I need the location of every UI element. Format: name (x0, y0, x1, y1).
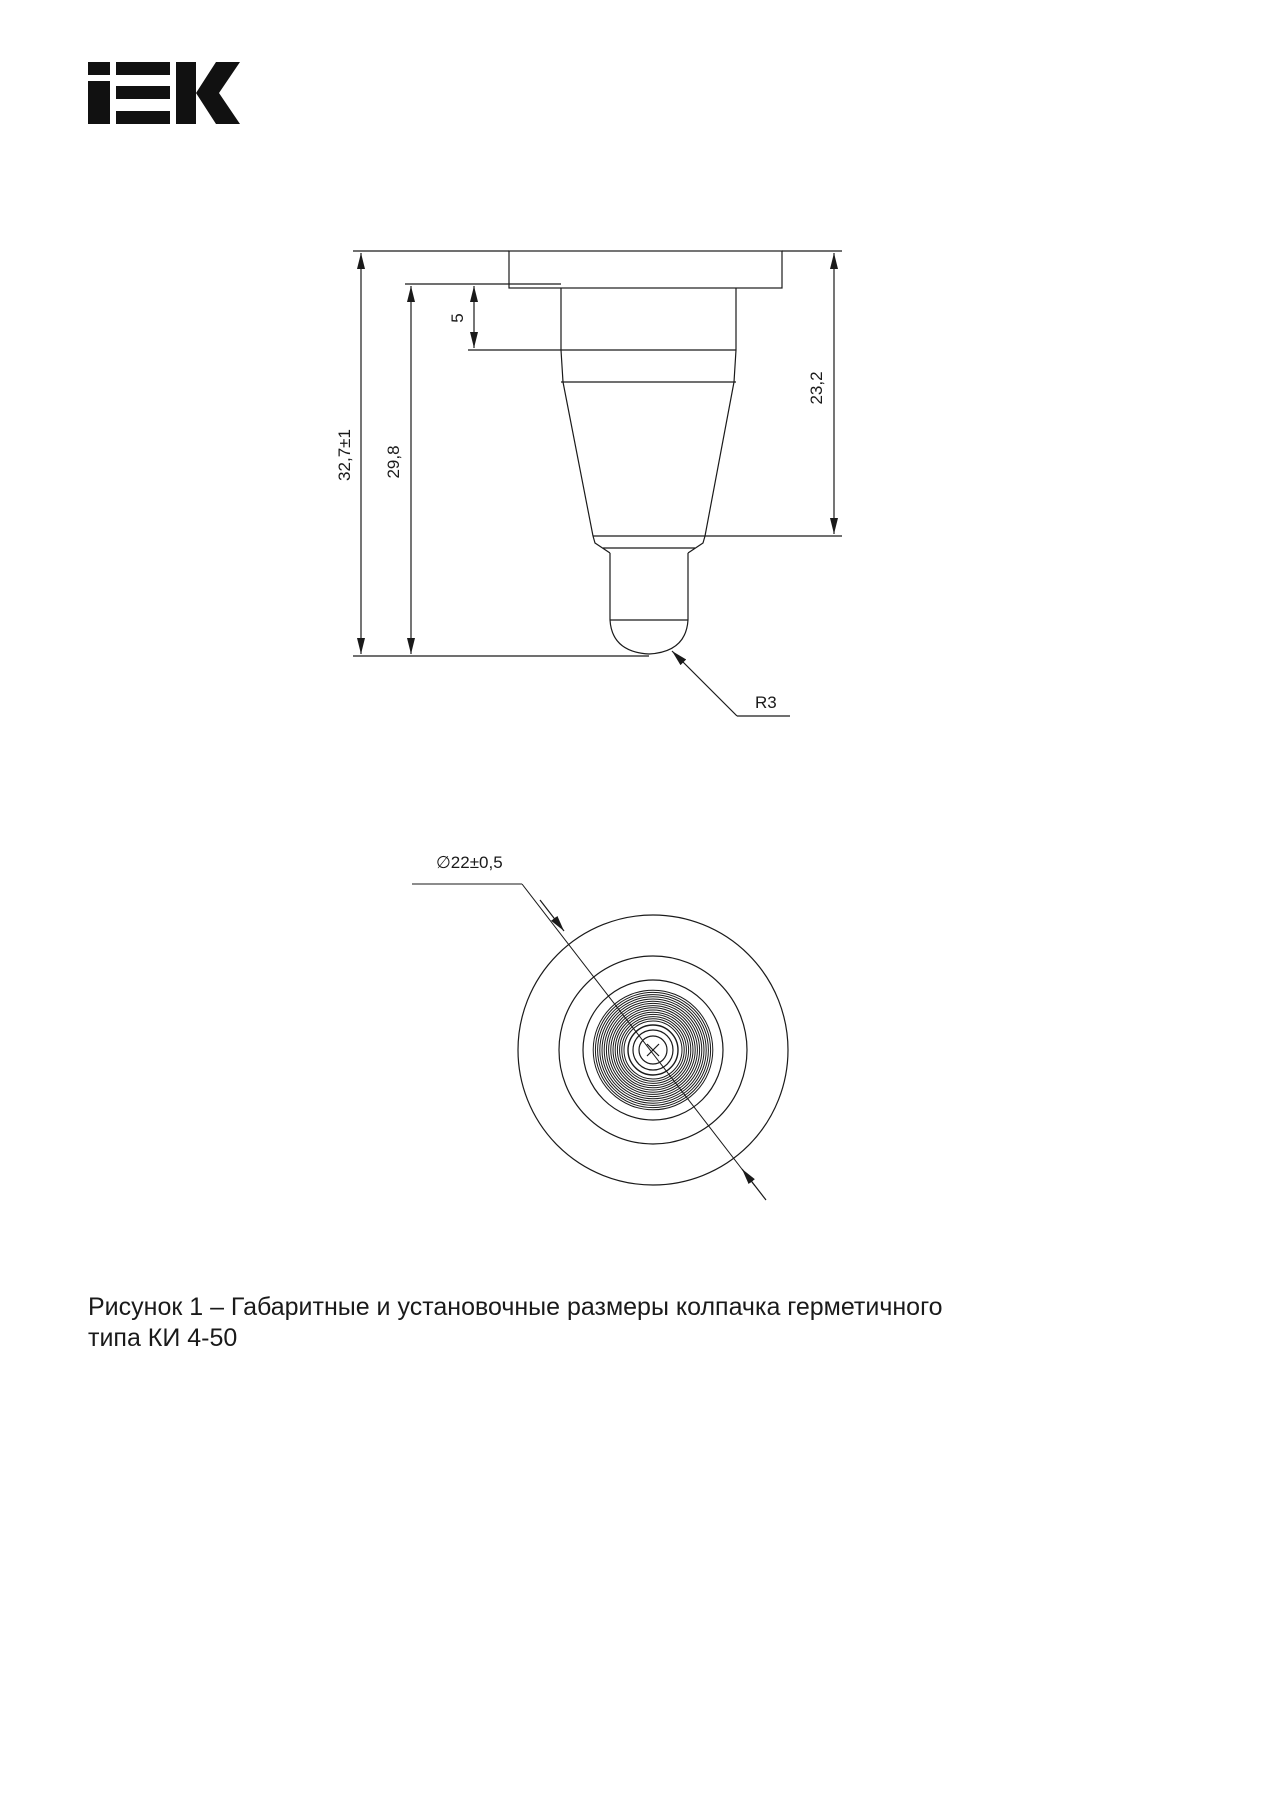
caption-line-1: Рисунок 1 – Габаритные и установочные размеры колпачка герметичного (88, 1293, 943, 1321)
cap-flange (509, 251, 782, 288)
cap-tip (610, 553, 688, 654)
dim-line-diameter (522, 884, 755, 1186)
figure-caption (88, 1292, 1208, 1354)
dim-diameter-label: ∅22±0,5 (436, 853, 503, 872)
caption-line-2: типа КИ 4-50 (88, 1324, 238, 1352)
dim-overall-label: 32,7±1 (335, 429, 354, 481)
cap-taper (561, 350, 736, 536)
cap-neck (561, 288, 736, 350)
dim-top-label: 5 (448, 313, 467, 323)
dim-radius-label: R3 (755, 693, 777, 712)
dim-body-label: 29,8 (384, 445, 403, 479)
plan-view (412, 884, 788, 1200)
radius-leader (672, 651, 737, 716)
dim-right-label: 23,2 (807, 371, 826, 405)
front-view (353, 251, 842, 716)
